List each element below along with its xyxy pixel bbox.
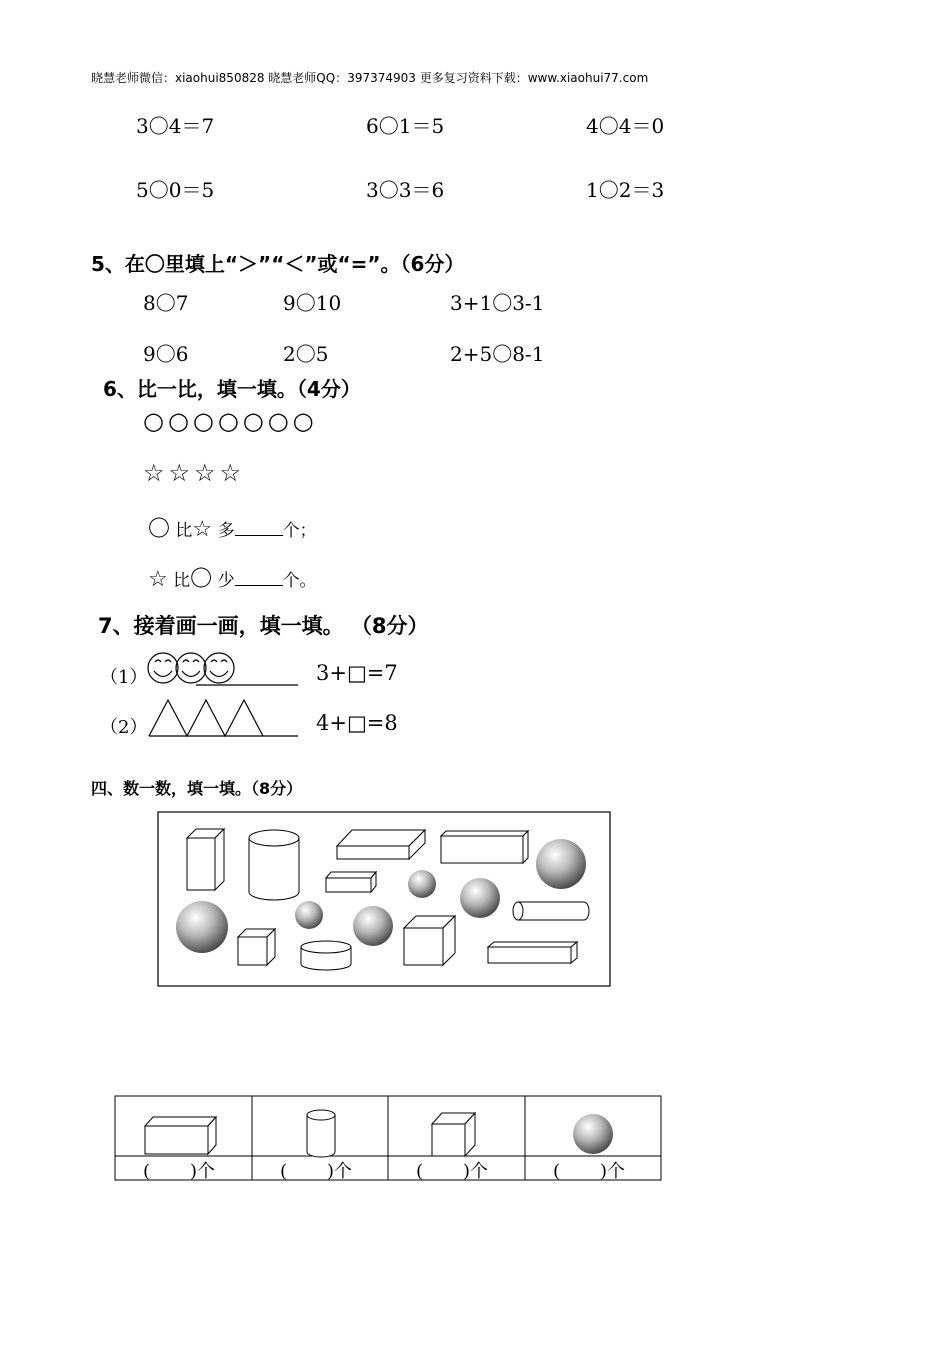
compare-item: 9〇10 [283,291,342,315]
cuboid-icon [441,831,528,863]
answer-cell[interactable]: ( )个 [553,1161,626,1182]
sphere-icon [573,1114,613,1154]
cuboid-icon [488,942,577,963]
cube-icon [238,929,275,965]
star-row: ☆☆☆☆ [143,459,246,487]
q7-equation-2: 4+□=8 [316,711,398,735]
compare-item: 9〇6 [143,342,189,366]
equation: 3〇3＝6 [366,178,445,202]
cylinder-icon [249,830,299,900]
equation: 5〇0＝5 [136,178,215,202]
cuboid-icon [326,872,376,892]
equation: 1〇2＝3 [586,178,665,202]
q7-equation-1: 3+□=7 [316,661,398,685]
circle-icon: 〇 [148,517,171,542]
equation: 6〇1＝5 [366,114,445,138]
star-icon: ☆ [192,517,213,542]
cuboid-icon [187,829,224,890]
cylinder-icon [307,1110,335,1157]
part-4-title: 四、数一数，填一填。（8分） [91,779,303,798]
cylinder-icon [513,902,589,920]
answer-cell[interactable]: ( )个 [416,1161,489,1182]
circle-row: ○○○○○○○ [143,407,318,435]
sphere-icon [408,870,436,898]
compare-item: 2+5〇8-1 [450,342,545,366]
question-6-title: 6、比一比，填一填。（4分） [103,377,361,401]
star-icon: ☆ [148,567,168,592]
compare-line-2: ☆ 比〇 少 个。 [148,567,317,592]
equation: 4〇4＝0 [586,114,665,138]
cube-icon [432,1113,475,1156]
compare-item: 8〇7 [143,291,189,315]
compare-item: 3+1〇3-1 [450,291,545,315]
question-7-title: 7、接着画一画，填一填。 （8分） [98,614,429,638]
cuboid-icon [337,830,425,859]
sphere-icon [353,906,393,946]
circle-icon: 〇 [190,567,213,592]
q7-label-1: （1） [100,667,148,688]
answer-cell[interactable]: ( )个 [143,1161,216,1182]
page-header: 晓慧老师微信：xiaohui850828 晓慧老师QQ：397374903 更多复习资料下载：www.xiaohui77.com [91,71,649,85]
cube-icon [404,916,455,965]
equation: 3〇4＝7 [136,114,215,138]
q7-label-2: （2） [100,717,148,738]
answer-cell[interactable]: ( )个 [280,1161,353,1182]
sphere-icon [295,901,323,929]
question-5-title: 5、在〇里填上“＞”“＜”或“=”。（6分） [91,252,465,276]
sphere-icon [536,839,586,889]
compare-line-1: 〇 比☆ 多 个； [148,517,317,542]
compare-item: 2〇5 [283,342,329,366]
cuboid-icon [145,1117,216,1154]
sphere-icon [460,878,500,918]
cylinder-icon [301,941,351,970]
sphere-icon [176,901,228,953]
